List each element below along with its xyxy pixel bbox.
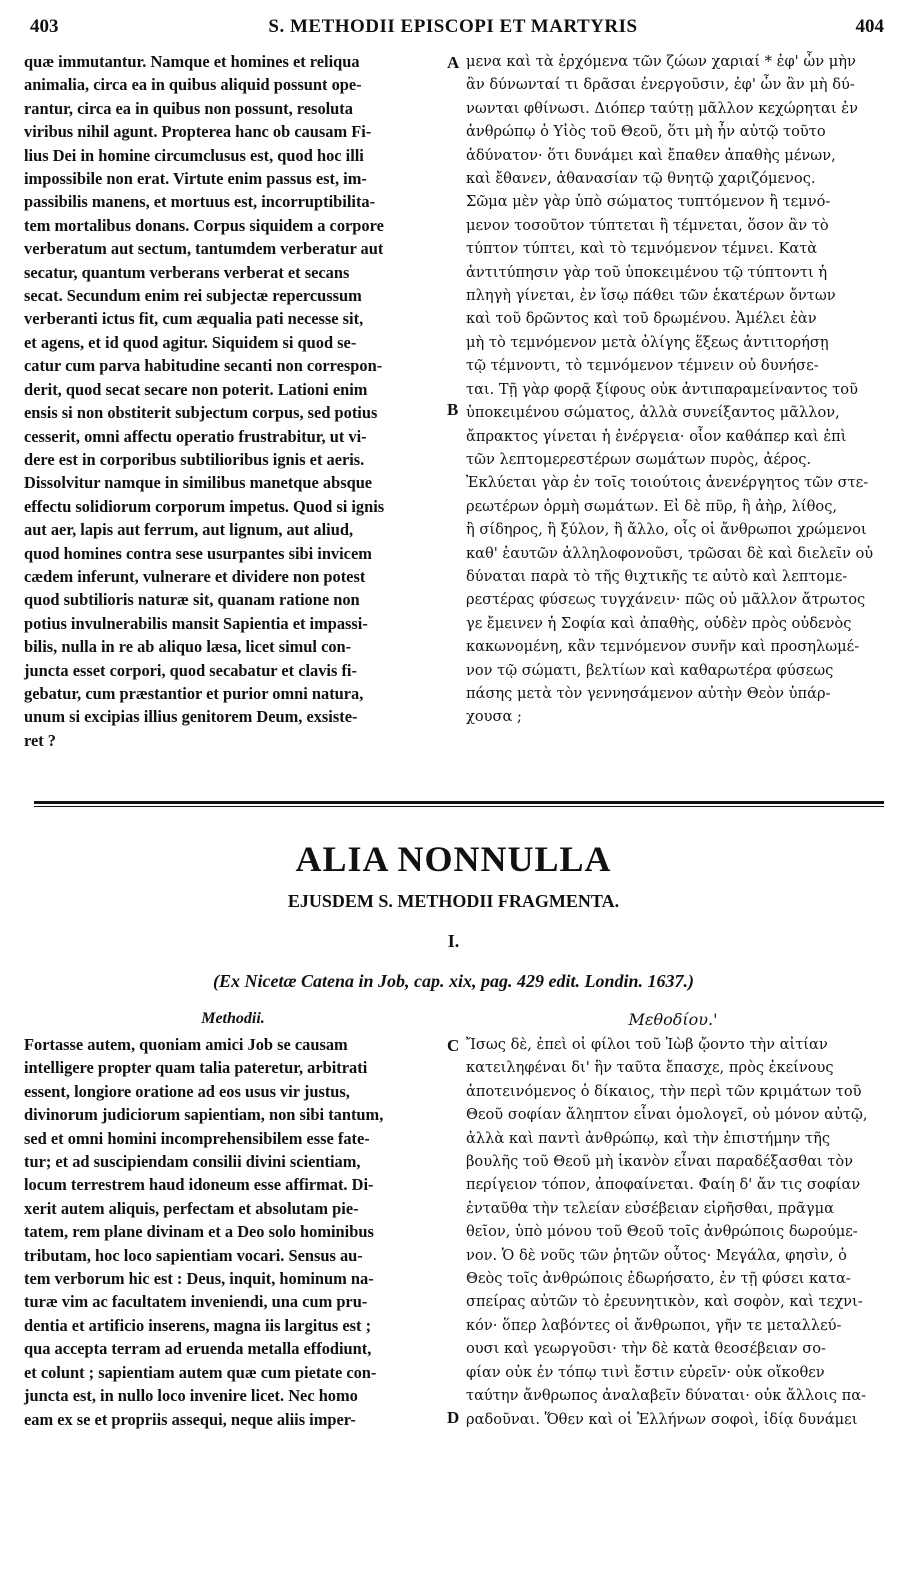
- text-line: Θεὸς τοῖς ἀνθρώποις ἐδωρήσατο, ἐν τῇ φύσει κατα-: [466, 1270, 851, 1288]
- text-line: γε ἔμεινεν ἡ Σοφία καὶ ἀπαθὴς, οὐδὲν πρὸς οὐδενὸς: [466, 614, 852, 632]
- text-line: verberatum aut sectum, tantumdem verberatur aut: [24, 239, 384, 259]
- text-line: catur cum parva habitudine secanti non correspon-: [24, 356, 383, 376]
- text-line: tem mortalibus donans. Corpus siquidem a corpore: [24, 215, 384, 235]
- text-line: τῷ τέμνοντι, τὸ τεμνόμενον τέμνειν οὐ δυνήσε-: [466, 357, 819, 375]
- section-subtitle: EJUSDEM S. METHODII FRAGMENTA.: [287, 891, 620, 911]
- text-line: xerit autem aliquis, perfectam et absolutam pie-: [24, 1198, 359, 1218]
- fragment-number: I.: [447, 931, 460, 951]
- text-line: ἀλλὰ καὶ παντὶ ἀνθρώπῳ, καὶ τὴν ἐπιστήμην τῆς: [466, 1129, 831, 1147]
- text-line: ensis si non obstiterit subjectum corpus, sed potius: [24, 403, 378, 423]
- text-line: bilis, nulla in re ab aliquo læsa, licet simul con-: [24, 637, 352, 657]
- text-line: rantur, circa ea in quibus non possunt, resoluta: [24, 98, 353, 118]
- text-line: verberanti ictus fit, cum æqualia pati necesse sit,: [24, 309, 364, 329]
- text-line: divinorum judiciorum sapientiam, non sibi tantum,: [24, 1105, 384, 1125]
- text-line: ουσι καὶ γεωργοῦσι· τὴν δὲ κατὰ θεοσέβειαν σο-: [466, 1340, 826, 1358]
- text-line: juncta est, in nullo loco invenire licet. Nec homo: [24, 1386, 358, 1406]
- text-line: καὶ τοῦ δρῶντος καὶ τοῦ δρωμένου. Ἀμέλει ἐὰν: [466, 310, 817, 328]
- text-line: θεῖον, ὑπὸ μόνου τοῦ Θεοῦ τοῖς ἀνθρώποις δωρούμε-: [466, 1223, 858, 1241]
- text-line: ταύτην ἄνθρωπος ἀναλαβεῖν δύναται· οὐκ ἄλλοις πα-: [466, 1387, 867, 1405]
- latin-column-bottom: [24, 1033, 442, 1431]
- text-line: secat. Secundum enim rei subjectæ repercussum: [24, 286, 362, 306]
- section-rule: [34, 801, 884, 804]
- text-line: ται. Τῇ γὰρ φορᾷ ξίφους οὐκ ἀντιπαραμείναντος τοῦ: [466, 380, 858, 398]
- text-line: νον τῷ σώματι, βελτίων καὶ καθαρωτέρα φύσεως: [466, 661, 834, 679]
- text-line: μὴ τὸ τεμνόμενον μετὰ ὀλίγης ἕξεως ἀντιτορήσῃ: [466, 333, 829, 351]
- latin-column-top: [24, 50, 442, 752]
- margin-marker-a: A: [447, 53, 460, 72]
- text-line: secatur, quantum verberans verberat et secans: [24, 262, 350, 282]
- text-line: ρεστέρας φύσεως τυγχάνειν· πῶς οὐ μᾶλλον ἄτρωτος: [466, 591, 866, 609]
- text-line: ἄπρακτος γίνεται ἡ ἐνέργεια· οἷον καθάπερ καὶ ἐπὶ: [466, 427, 847, 445]
- text-line: tur; et ad suscipiendam consilii divini scientiam,: [24, 1152, 361, 1172]
- text-line: ἐνταῦθα τὴν τελείαν εὐσέβειαν εἰρῆσθαι, πρᾶγμα: [466, 1199, 834, 1217]
- text-line: νον. Ὁ δὲ νοῦς τῶν ῥητῶν οὗτος· Μεγάλα, φησὶν, ὁ: [466, 1246, 847, 1264]
- text-line: Ἐκλύεται γὰρ ἐν τοῖς τοιούτοις ἀνενέργητος τῶν στε-: [466, 474, 869, 492]
- text-line: ἀνθρώπῳ ὁ Υἱὸς τοῦ Θεοῦ, ὅτι μὴ ἦν αὐτῷ τοῦτο: [466, 123, 826, 141]
- greek-heading: Μεθοδίου.': [628, 1010, 718, 1029]
- text-line: ὑποκειμένου σώματος, ἀλλὰ συνείξαντος μᾶλλον,: [466, 404, 840, 422]
- text-line: ret ?: [24, 730, 57, 750]
- text-line: dentia et artificio inserens, magna iis largitus est ;: [24, 1315, 372, 1335]
- text-line: qua accepta terram ad eruenda metalla effodiunt,: [24, 1339, 372, 1359]
- text-line: intelligere propter quam talia pateretur, arbitrati: [24, 1058, 368, 1078]
- page-number-right: 404: [855, 16, 884, 37]
- page-number-left: 403: [30, 16, 59, 37]
- text-line: animalia, circa ea in quibus aliquid possunt ope-: [24, 75, 362, 95]
- text-line: gebatur, cum præstantior et purior omni natura,: [24, 683, 364, 703]
- margin-marker-d: D: [447, 1408, 460, 1427]
- text-line: μενα καὶ τὰ ἐρχόμενα τῶν ζώων χαριαί * ἐφ' ὧν μὴν: [466, 53, 856, 70]
- text-line: ρεωτέρων ὁρμὴ σωμάτων. Εἰ δὲ πῦρ, ἢ ἀὴρ, λίθος,: [466, 497, 838, 515]
- text-line: eam ex se et propriis assequi, neque aliis imper-: [24, 1409, 356, 1429]
- text-line: Σῶμα μὲν γὰρ ὑπὸ σώματος τυπτόμενον ἢ τεμνό-: [466, 193, 831, 211]
- text-line: ἀδύνατον· ὅτι δυνάμει καὶ ἔπαθεν ἀπαθὴς μένων,: [466, 146, 836, 164]
- text-line: κατειληφέναι δι' ἣν ταῦτα ἔπασχε, πρὸς ἐκείνους: [466, 1059, 834, 1077]
- text-line: impossibile non erat. Virtute enim passus est, im-: [24, 169, 367, 189]
- text-line: essent, longiore oratione ad eos usus vir justus,: [24, 1081, 350, 1101]
- text-line: χουσα ;: [466, 708, 522, 726]
- text-line: cædem inferunt, vulnerare et dividere non potest: [24, 566, 366, 586]
- text-line: lius Dei in homine circumclusus est, quod hoc illi: [24, 145, 364, 165]
- text-line: tatem, rem plane divinam et a Deo solo hominibus: [24, 1222, 374, 1242]
- text-line: turæ vim ac facultatem inveniendi, una cum pru-: [24, 1292, 368, 1312]
- text-line: cesserit, omni affectu operatio frustrabitur, ut vi-: [24, 426, 367, 446]
- margin-marker-b: B: [447, 400, 459, 419]
- text-line: βουλῆς τοῦ Θεοῦ μὴ ἱκανὸν εἶναι παραδέξασθαι τὸν: [466, 1153, 854, 1171]
- text-line: quod homines contra sese usurpantes sibi invicem: [24, 543, 372, 563]
- section-rule-thin: [34, 806, 884, 807]
- text-line: σπείρας αὐτῶν τὸ ἐρευνητικὸν, καὶ σοφὸν, καὶ τεχνι-: [466, 1293, 863, 1311]
- text-line: καθ' ἑαυτῶν ἀλληλοφονοῦσι, τρῶσαι δὲ καὶ διελεῖν οὐ: [466, 544, 874, 562]
- text-line: potius invulnerabilis mansit Sapientia et impassi-: [24, 613, 368, 633]
- text-line: effectu solidiorum corporum impetus. Quod si ignis: [24, 496, 385, 516]
- text-line: locum terrestrem haud idoneum esse affirmat. Di-: [24, 1175, 374, 1195]
- text-line: μενον τοσοῦτον τύπτεται ἢ τέμνεται, ὅσον ἂν τὸ: [466, 216, 829, 234]
- text-line: ἂν δύνωνταί τι δρᾶσαι ἐνεργοῦσιν, ἐφ' ὧν ἂν μὴ δύ-: [466, 76, 855, 94]
- text-line: καὶ ἔθανεν, ἀθανασίαν τῷ θνητῷ χαριζόμενος.: [466, 170, 816, 188]
- text-line: Θεοῦ σοφίαν ἄληπτον εἶναι ὁμολογεῖ, οὐ μόνον αὐτῷ,: [466, 1106, 868, 1124]
- greek-column-top: [466, 50, 880, 729]
- text-line: ἀποτεινόμενος ὁ δίκαιος, τὴν περὶ τῶν κριμάτων τοῦ: [466, 1082, 862, 1100]
- text-line: et agens, et id quod agitur. Siquidem si quod se-: [24, 332, 357, 352]
- text-line: τῶν λεπτομερεστέρων σωμάτων πυρὸς, ἀέρος.: [466, 450, 812, 468]
- text-line: ραδοῦναι. Ὅθεν καὶ οἱ Ἑλλήνων σοφοὶ, ἰδίᾳ δυνάμει: [466, 1410, 858, 1428]
- latin-heading: Methodii.: [201, 1010, 265, 1027]
- text-line: derit, quod secat secare non poterit. Lationi enim: [24, 379, 368, 399]
- text-line: ἀντιτύπησιν γὰρ τοῦ ὑποκειμένου τῷ τύπτοντι ἡ: [466, 263, 828, 281]
- text-line: δύναται παρὰ τὸ τῆς θιχτικῆς τε αὐτὸ καὶ λεπτομε-: [466, 567, 848, 585]
- margin-marker-c: C: [447, 1036, 460, 1055]
- text-line: unum si excipias illius genitorem Deum, exsiste-: [24, 707, 358, 727]
- text-line: viribus nihil agunt. Propterea hanc ob causam Fi-: [24, 122, 372, 142]
- text-line: tributam, hoc loco sapientiam vocari. Sensus au-: [24, 1245, 363, 1265]
- text-line: πληγὴ γίνεται, ἐν ἴσῳ πάθει τῶν ἑκατέρων ὄντων: [466, 287, 836, 305]
- text-line: τύπτον τύπτει, καὶ τὸ τεμνόμενον τέμνει. Κατὰ: [466, 240, 818, 258]
- text-line: Ἴσως δὲ, ἐπεὶ οἱ φίλοι τοῦ Ἰὼβ ᾤοντο τὴν αἰτίαν: [466, 1036, 828, 1053]
- text-line: sed et omni homini incomprehensibilem esse fate-: [24, 1128, 370, 1148]
- text-line: juncta esset corpori, quod secabatur et clavis fi-: [24, 660, 357, 680]
- running-title: S. METHODII EPISCOPI ET MARTYRIS: [268, 16, 638, 37]
- text-line: aut aer, lapis aut ferrum, aut lignum, aut aliud,: [24, 520, 354, 540]
- text-line: Dissolvitur namque in similibus manetque absque: [24, 473, 373, 493]
- source-citation: (Ex Nicetæ Catena in Job, cap. xix, pag. 429 edit. Londin. 1637.): [213, 971, 694, 991]
- section-title: ALIA NONNULLA: [295, 839, 612, 879]
- running-header: [22, 16, 884, 42]
- text-line: νωνται φθίνωσι. Διόπερ ταύτῃ μᾶλλον κεχώρηται ἐν: [466, 99, 858, 117]
- text-line: Fortasse autem, quoniam amici Job se causam: [24, 1035, 348, 1054]
- text-line: ἢ σίδηρος, ἢ ξύλον, ἢ ἄλλο, οἷς οἱ ἄνθρωποι χρώμενοι: [466, 521, 867, 539]
- text-line: κακωνομένη, κἂν τεμνόμενον συνῆν καὶ προσηλωμέ-: [466, 638, 860, 656]
- text-line: κόν· ὅπερ λαβόντες οἱ ἄνθρωποι, γῆν τε μεταλλεύ-: [466, 1316, 842, 1334]
- text-line: πάσης μετὰ τὸν γεννησάμενον αὐτὴν Θεὸν ὑπάρ-: [466, 684, 831, 702]
- text-line: passibilis manens, et mortuus est, incorruptibilita-: [24, 192, 376, 212]
- greek-column-bottom: [466, 1033, 880, 1431]
- text-line: φίαν οὐκ ἐν τόπῳ τινὶ ἔστιν εὑρεῖν· οὐκ οἴκοθεν: [466, 1363, 825, 1381]
- text-line: tem verborum hic est : Deus, inquit, hominum na-: [24, 1269, 374, 1289]
- text-line: dere est in corporibus subtilioribus ignis et aeris.: [24, 449, 365, 469]
- text-line: et colunt ; sapientiam autem quæ cum pietate con-: [24, 1362, 377, 1382]
- text-line: περίγειον τόπον, ἀποφαίνεται. Φαίη δ' ἄν τις σοφίαν: [466, 1176, 861, 1194]
- text-line: quod subtilioris naturæ sit, quanam ratione non: [24, 590, 360, 610]
- text-line: quæ immutantur. Namque et homines et reliqua: [24, 52, 360, 71]
